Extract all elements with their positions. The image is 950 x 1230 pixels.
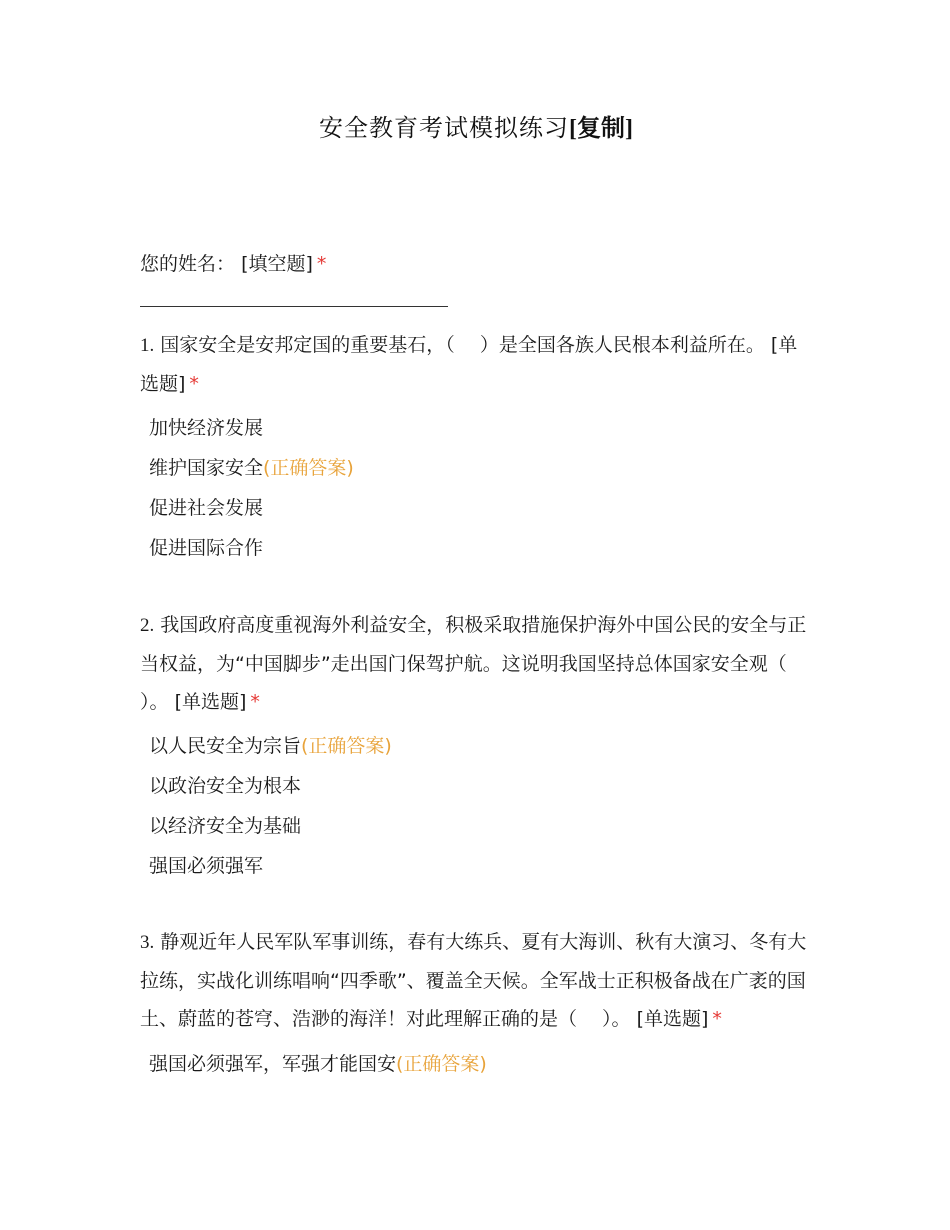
question-text: 国家安全是安邦定国的重要基石，（ ）是全国各族人民根本利益所在。: [160, 334, 765, 356]
option-label: 以经济安全为基础: [149, 815, 302, 837]
option-item[interactable]: [149, 1044, 809, 1084]
name-label: 您的姓名：: [140, 253, 236, 275]
question-text: 静观近年人民军队军事训练，春有大练兵、夏有大海训、秋有大演习、冬有大拉练，实战化训练唱响“四季歌”、覆盖全天候。全军战士正积极备战在广袤的国土、蔚蓝的苍穹、浩渺的海洋！对此理解正确的是（ ）。: [140, 931, 807, 1030]
option-item[interactable]: [149, 806, 809, 846]
name-question: [140, 245, 812, 283]
option-label: 以人民安全为宗旨: [149, 735, 302, 757]
question-text: 我国政府高度重视海外利益安全，积极采取措施保护海外中国公民的安全与正当权益，为“中国脚步”走出国门保驾护航。这说明我国坚持总体国家安全观（ ）。: [140, 614, 812, 713]
option-label: 以政治安全为根本: [149, 775, 302, 797]
option-item[interactable]: [149, 766, 809, 806]
question-1-options: [149, 408, 809, 568]
option-item[interactable]: [149, 726, 809, 766]
question-3: [140, 923, 812, 1038]
required-mark: *: [712, 1008, 722, 1030]
question-1: [140, 326, 812, 403]
question-number: 2.: [140, 615, 155, 636]
title-tag: [复制]: [569, 116, 633, 142]
correct-answer-marker: (正确答案): [396, 1053, 487, 1075]
option-item[interactable]: [149, 846, 809, 886]
name-input-line[interactable]: [140, 306, 448, 307]
option-item[interactable]: [149, 448, 809, 488]
option-label: 强国必须强军: [149, 855, 264, 877]
question-type: [单选题]: [636, 1008, 709, 1030]
option-label: 强国必须强军，军强才能国安: [149, 1053, 397, 1075]
option-label: 促进国际合作: [149, 537, 264, 559]
option-item[interactable]: [149, 488, 809, 528]
option-item[interactable]: [149, 528, 809, 568]
title-text: 安全教育考试模拟练习: [319, 114, 569, 142]
option-label: 加快经济发展: [149, 417, 264, 439]
required-mark: *: [250, 691, 260, 713]
page-title: [140, 108, 812, 143]
correct-answer-marker: (正确答案): [263, 457, 354, 479]
option-label: 促进社会发展: [149, 497, 264, 519]
question-type: [填空题]: [241, 253, 313, 275]
question-number: 1.: [140, 335, 155, 356]
required-mark: *: [316, 253, 327, 275]
question-3-options: [149, 1044, 809, 1084]
option-label: 维护国家安全: [149, 457, 264, 479]
question-type: [单选题]: [140, 334, 798, 395]
question-type: [单选题]: [174, 691, 247, 713]
option-item[interactable]: [149, 408, 809, 448]
question-number: 3.: [140, 932, 155, 953]
question-2-options: [149, 726, 809, 886]
question-2: [140, 606, 812, 721]
correct-answer-marker: (正确答案): [301, 735, 392, 757]
required-mark: *: [189, 373, 199, 395]
